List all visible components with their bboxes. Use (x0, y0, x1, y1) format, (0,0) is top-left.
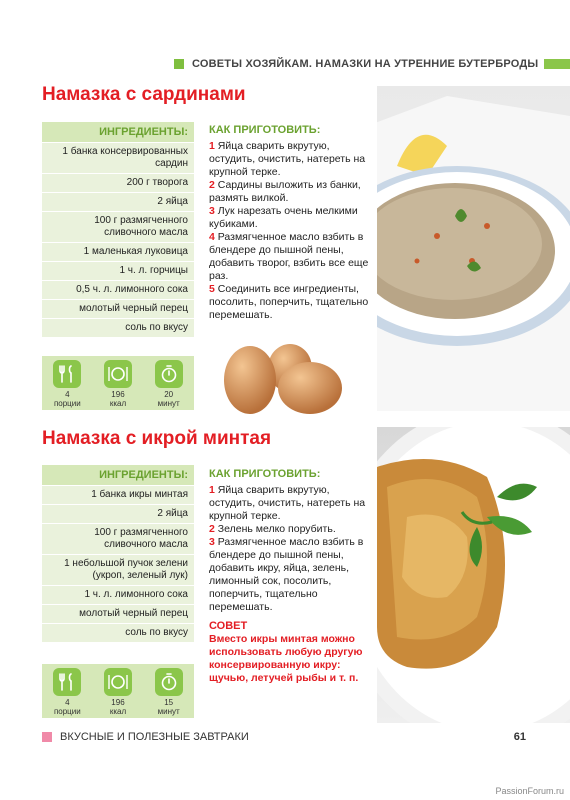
recipe2-stats (42, 664, 194, 718)
ingredients-label: ИНГРЕДИЕНТЫ: (42, 465, 194, 485)
ingredient-item: 100 г размягченного сливочного масла (42, 211, 194, 242)
step-text: Размягченное масло взбить в блендере до пышной пены, добавить творог, взбить все еще раз. (209, 231, 369, 282)
plate-icon (104, 360, 132, 388)
ingredient-item: соль по вкусу (42, 623, 194, 642)
ingredient-item: 1 ч. л. лимонного сока (42, 585, 194, 604)
stat-label: порции (53, 707, 81, 716)
stat-label: минут (157, 707, 180, 716)
timer-icon (155, 668, 183, 696)
stat-value: 15 (164, 698, 174, 707)
how-label: КАК ПРИГОТОВИТЬ: (209, 468, 321, 480)
step-text: Сардины выложить из банки, размять вилкой. (209, 179, 361, 204)
ingredient-item: молотый черный перец (42, 604, 194, 623)
page-footer (42, 730, 570, 744)
stat-value: 196 (111, 698, 125, 707)
sardine-spread-photo (377, 86, 570, 411)
stat-value: 20 (164, 390, 174, 399)
stat-value: 4 (65, 698, 70, 707)
footer-marker (42, 732, 52, 742)
ingredient-item: 1 банка икры минтая (42, 485, 194, 504)
section-header (174, 56, 570, 72)
how-label: КАК ПРИГОТОВИТЬ: (209, 124, 321, 136)
step-item (209, 140, 369, 179)
header-title: СОВЕТЫ ХОЗЯЙКАМ. НАМАЗКИ НА УТРЕННИЕ БУТЕРБРОДЫ (192, 58, 539, 70)
ingredient-item: 2 яйца (42, 504, 194, 523)
step-item (209, 484, 369, 523)
ingredients-label: ИНГРЕДИЕНТЫ: (42, 122, 194, 142)
step-text: Зелень мелко порубить. (217, 523, 336, 535)
step-item (209, 179, 369, 205)
header-bar (544, 59, 570, 69)
ingredient-item: 0,5 ч. л. лимонного сока (42, 280, 194, 299)
tip-text: Вместо икры минтая можно использовать любую другую консервированную икру: щучью, летучей рыбы и т. п. (209, 633, 363, 684)
step-number: 2 (209, 523, 215, 535)
plate-icon (104, 668, 132, 696)
stat-portions (45, 360, 89, 408)
step-item (209, 283, 369, 322)
step-text: Лук нарезать очень мелкими кубиками. (209, 205, 358, 230)
page-number: 61 (513, 731, 526, 743)
watermark: PassionForum.ru (495, 786, 564, 796)
stat-label: ккал (109, 707, 127, 716)
recipe1-title: Намазка с сардинами (42, 84, 246, 105)
timer-icon (155, 360, 183, 388)
ingredient-item: 1 небольшой пучок зелени (укроп, зеленый лук) (42, 554, 194, 585)
step-number: 1 (209, 484, 215, 496)
step-number: 2 (209, 179, 215, 191)
stat-value: 4 (65, 390, 70, 399)
stat-kcal (96, 668, 140, 716)
ingredient-item: молотый черный перец (42, 299, 194, 318)
recipe2-title: Намазка с икрой минтая (42, 428, 272, 449)
header-marker (174, 59, 184, 69)
step-item (209, 231, 369, 283)
step-text: Яйца сварить вкрутую, остудить, очистить, натереть на крупной терке. (209, 484, 366, 522)
step-text: Соединить все ингредиенты, посолить, поперчить, тщательно перемешать. (209, 283, 369, 321)
ingredient-item: 1 ч. л. горчицы (42, 261, 194, 280)
recipe2-ingredients (42, 465, 194, 642)
step-item (209, 536, 369, 614)
step-text: Размягченное масло взбить в блендере до пышной пены, добавить икру, яйца, зелень, лимонный сок, посолить, поперчить, тщательно перемешать. (209, 536, 364, 613)
ingredient-item: соль по вкусу (42, 318, 194, 337)
ingredient-item: 1 банка консервированных сардин (42, 142, 194, 173)
ingredient-item: 1 маленькая луковица (42, 242, 194, 261)
stat-label: порции (53, 399, 81, 408)
stat-kcal (96, 360, 140, 408)
ingredient-item: 100 г размягченного сливочного масла (42, 523, 194, 554)
step-number: 3 (209, 205, 215, 217)
recipe2-steps (209, 468, 369, 685)
recipe1-stats (42, 356, 194, 410)
step-number: 1 (209, 140, 215, 152)
ingredient-item: 2 яйца (42, 192, 194, 211)
fork-knife-icon (53, 360, 81, 388)
fork-knife-icon (53, 668, 81, 696)
step-number: 3 (209, 536, 215, 548)
step-item (209, 205, 369, 231)
step-text: Яйца сварить вкрутую, остудить, очистить, натереть на крупной терке. (209, 140, 366, 178)
pollock-roe-spread-photo (377, 427, 570, 723)
stat-value: 196 (111, 390, 125, 399)
step-number: 4 (209, 231, 215, 243)
stat-time (147, 360, 191, 408)
step-item (209, 523, 369, 536)
stat-portions (45, 668, 89, 716)
step-number: 5 (209, 283, 215, 295)
ingredient-item: 200 г творога (42, 173, 194, 192)
stat-time (147, 668, 191, 716)
stat-label: минут (157, 399, 180, 408)
recipe1-ingredients (42, 122, 194, 337)
stat-label: ккал (109, 399, 127, 408)
footer-section: ВКУСНЫЕ И ПОЛЕЗНЫЕ ЗАВТРАКИ (60, 731, 249, 743)
eggs-image (222, 340, 347, 415)
recipe1-steps (209, 124, 369, 322)
tip-label: СОВЕТ (209, 620, 248, 632)
